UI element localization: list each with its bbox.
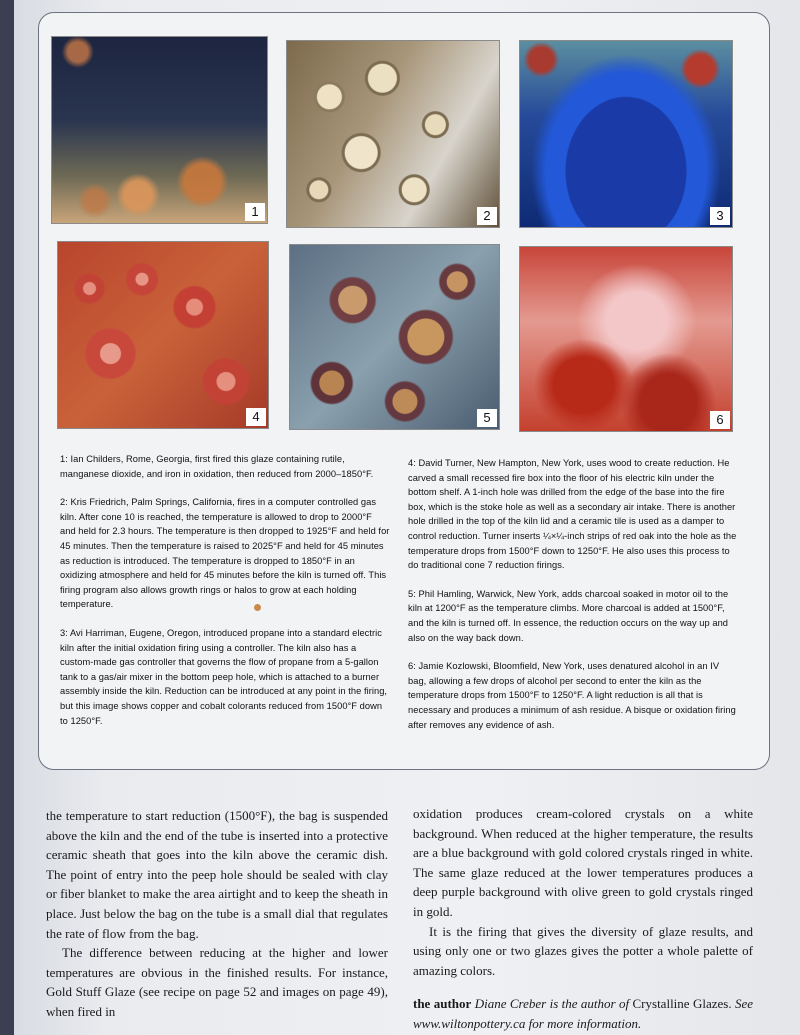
photo-number: 1 [245,203,265,221]
body-paragraph: oxidation produces cream-colored crystals on a white background. When reduced at the higher temperature, the results are a blue background with gold colored crystals ringed in white. The same glaze reduced at the lower temperatures produces a deep purple background with olive green to gold crystals ringed in gold. [413,806,753,919]
caption-2: 2: Kris Friedrich, Palm Springs, California, fires in a computer controlled gas kiln. After cone 10 is reached, the temperature is allowed to drop to 2000°F and held for 2.3 hours. The temperature is then dropped to 1925°F and held for 45 minutes. Then the temperature is raised to 2025°F and held for 45 minutes as reduction is introduced. The temperature is dropped to 1850°F in an oxidizing atmosphere and held for 45 minutes before the kiln is turned off. This firing program also allows growth rings or halos to grow at each holding temperature. [60,497,390,610]
captions-right-column [408,456,738,746]
author-bio [413,994,753,1033]
photo-number: 2 [477,207,497,225]
caption-6: 6: Jamie Kozlowski, Bloomfield, New York, uses denatured alcohol in an IV bag, allowing a few drops of alcohol per second to enter the kiln as the temperature drops from 1500°F to 1250°F. A light reduction is all that is necessary and produces a minimum of ash residue. A bisque or oxidation firing after removes any evidence of ash. [408,661,736,730]
decorative-dot [254,604,261,611]
photo-number: 5 [477,409,497,427]
glaze-photo-6 [519,246,733,432]
caption-1: 1: Ian Childers, Rome, Georgia, first fired this glaze containing rutile, manganese dioxide, and iron in oxidation, then reduced from 2000–1850°F. [60,454,374,479]
author-text: Diane Creber is the author of [471,996,633,1012]
body-paragraph: the temperature to start reduction (1500°F), the bag is suspended above the kiln and the end of the tube is inserted into a protective ceramic sheath that goes into the kiln above the ceramic dish. The point of entry into the peep hole should be sealed with clay or fiber blanket to make the area airtight and to keep the sheath in place. Just below the bag on the tube is a small dial that regulates the rate of flow from the bag. [46,808,388,941]
body-paragraph: The difference between reducing at the higher and lower temperatures are obvious in the finished results. For instance, Gold Stuff Glaze (see recipe on page 52 and images on page 49), when fired in [46,945,388,1019]
caption-5: 5: Phil Hamling, Warwick, New York, adds charcoal soaked in motor oil to the kiln at 1200°F as the temperature climbs. More charcoal is added at 1500°F, and the kiln is turned off. In essence, the reduction occurs on the way up and also on the way back down. [408,588,729,643]
caption-4: 4: David Turner, New Hampton, New York, uses wood to create reduction. He carved a small recessed fire box into the floor of his electric kiln under the bottom shelf. A 1-inch hole was drilled from the edge of the base into the fire box, which is the stoke hole as well as a secondary air intake. There is another hole drilled in the top of the kiln lid and a ceramic tile is used as a damper to control reduction. Turner inserts ¼×¼-inch strips of red oak into the hole as the temperature drops from 1500°F down to 1250°F. He also uses this process to do traditional cone 7 reduction firings. [408,458,737,571]
photo-number: 6 [710,411,730,429]
photo-number: 3 [710,207,730,225]
body-text-right-column [413,804,753,1034]
author-label: the author [413,996,472,1012]
glaze-photo-4 [57,241,269,429]
glaze-photo-5 [289,244,500,430]
caption-3: 3: Avi Harriman, Eugene, Oregon, introduced propane into a standard electric kiln after the initial oxidation firing using a controller. The kiln also has a custom-made gas controller that governs the flow of propane from a 5-gallon tank to a gas/air mixer in the bottom peep hole, which is attached to a burner assembly inside the kiln. Reduction can be introduced at any point in the firing, but this image shows copper and cobalt colorants reduced from 1500°F down to 1250°F. [60,627,388,726]
author-book-title: Crystalline Glazes. [632,996,732,1012]
glaze-photo-2 [286,40,500,228]
photo-number: 4 [246,408,266,426]
captions-left-column [60,452,390,742]
glaze-photo-3 [519,40,733,228]
body-text-left-column [46,806,388,1022]
glaze-photo-1 [51,36,268,224]
body-paragraph: It is the firing that gives the diversity of glaze results, and using only one or two glazes gives the potter a whole palette of amazing colors. [413,923,753,978]
author-text-website: See www.wiltonpottery.ca for more information. [413,996,754,1031]
